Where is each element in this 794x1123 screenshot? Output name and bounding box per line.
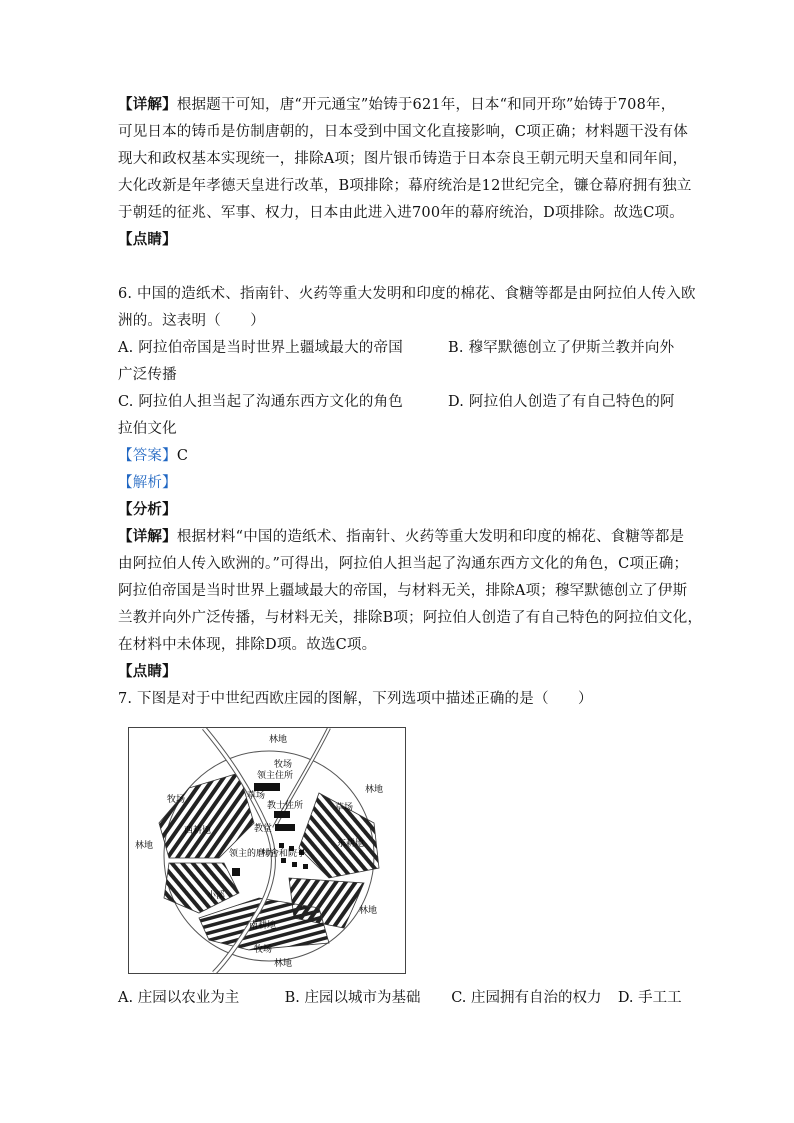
fenxi-heading: 【分析】	[118, 502, 177, 518]
manor-map-figure	[128, 727, 406, 974]
q6-detail-5: 在材料中未体现，排除D项。故选C项。	[118, 637, 377, 653]
map-label-pasture-left: 牧场	[167, 795, 186, 805]
q7-option-c: C. 庄园拥有自治的权力	[451, 990, 602, 1006]
map-label-forest-bottom: 林地	[274, 959, 293, 969]
detail-line-2: 可见日本的铸币是仿制唐朝的，日本受到中国文化直接影响，C项正确；材料题干没有体	[118, 124, 688, 140]
jiexi-heading: 【解析】	[118, 475, 177, 491]
map-label-stream: 小溪	[207, 891, 226, 901]
q6-option-d-cont: 拉伯文化	[118, 421, 177, 437]
q7-option-b: B. 庄园以城市为基础	[284, 990, 421, 1006]
map-label-west-field: 西耕地	[184, 826, 212, 836]
mill-marker	[232, 868, 240, 876]
q7-stem: 7. 下图是对于中世纪西欧庄园的图解，下列选项中描述正确的是（ ）	[118, 691, 593, 707]
detail-line-1: 【详解】根据题干可知，唐“开元通宝”始铸于621年，日本“和同开珎”始铸于708年，	[118, 97, 676, 113]
q6-detail-3: 阿拉伯帝国是当时世界上疆域最大的帝国，与材料无关，排除A项；穆罕默德创立了伊斯	[118, 583, 688, 599]
priest-residence-marker	[274, 811, 290, 818]
map-label-east-field: 东耕地	[337, 839, 365, 849]
detail-line-5: 于朝廷的征兆、军事、权力，日本由此进入进700年的幕府统治，D项排除。故选C项。	[118, 205, 684, 221]
map-label-forest-left: 林地	[135, 841, 154, 851]
q6-option-b-cont: 广泛传播	[118, 367, 177, 383]
q6-option-a: A. 阿拉伯帝国是当时世界上疆域最大的帝国	[118, 340, 403, 356]
map-label-meadow-left: 草场	[247, 791, 266, 801]
map-label-south-field: 南耕地	[249, 921, 277, 931]
map-label-pasture-top: 牧场	[274, 760, 293, 770]
map-label-forest-right-2: 林地	[359, 906, 378, 916]
q6-options-row-2	[118, 389, 678, 416]
detail-line-4: 大化改新是年孝德天皇进行改革，B项排除；幕府统治是12世纪完全，镰仓幕府拥有独立	[118, 178, 692, 194]
map-label-lord-mill: 领主的磨坊	[229, 849, 275, 859]
west-field-lower-shape	[164, 863, 239, 913]
church-marker	[275, 824, 295, 831]
map-label-church: 教堂	[254, 824, 273, 834]
q7-option-d: D. 手工工	[617, 990, 682, 1006]
map-label-forest-right: 林地	[365, 785, 384, 795]
q6-detail-4: 兰教并向外广泛传播，与材料无关，排除B项；阿拉伯人创造了有自己特色的阿拉伯文化，	[118, 610, 703, 626]
q7-option-a: A. 庄园以农业为主	[118, 990, 240, 1006]
map-label-cottages: 村舍和院子	[261, 849, 307, 859]
q6-detail-label: 【详解】	[118, 529, 177, 545]
q6-options-row-1	[118, 335, 678, 362]
map-label-forest-top: 林地	[269, 735, 288, 745]
answer-value: C	[176, 448, 189, 464]
q6-stem-1: 6. 中国的造纸术、指南针、火药等重大发明和印度的棉花、食糖等都是由阿拉伯人传入欧	[118, 286, 696, 302]
document-body	[118, 92, 703, 713]
q6-detail-1: 【详解】根据材料“中国的造纸术、指南针、火药等重大发明和印度的棉花、食糖等都是	[118, 529, 685, 545]
q6-answer	[118, 443, 678, 470]
detail-label: 【详解】	[118, 97, 177, 113]
q6-option-c: C. 阿拉伯人担当起了沟通东西方文化的角色	[118, 394, 403, 410]
q6-dianjing-heading: 【点睛】	[118, 664, 177, 680]
map-label-pasture-bottom: 牧场	[254, 945, 273, 955]
q6-option-d: D. 阿拉伯人创造了有自己特色的阿	[448, 394, 675, 410]
q7-options-row	[118, 985, 718, 1012]
q6-option-b: B. 穆罕默德创立了伊斯兰教并向外	[448, 340, 675, 356]
map-label-lord-residence: 领主住所	[257, 771, 294, 781]
answer-label: 【答案】	[118, 448, 177, 464]
q6-stem-2: 洲的。这表明（ ）	[118, 313, 265, 329]
detail-line-3: 现大和政权基本实现统一，排除A项；图片银币铸造于日本奈良王朝元明天皇和同年间，	[118, 151, 688, 167]
q6-detail-2: 由阿拉伯人传入欧洲的。”可得出，阿拉伯人担当起了沟通东西方文化的角色，C项正确；	[118, 556, 689, 572]
map-label-meadow-right: 草场	[335, 803, 354, 813]
map-label-priest-residence: 教士住所	[267, 801, 304, 811]
dianjing-heading: 【点睛】	[118, 232, 177, 248]
manor-map-svg	[129, 728, 405, 973]
west-field-shape	[159, 773, 254, 858]
lord-residence-marker	[254, 783, 280, 791]
